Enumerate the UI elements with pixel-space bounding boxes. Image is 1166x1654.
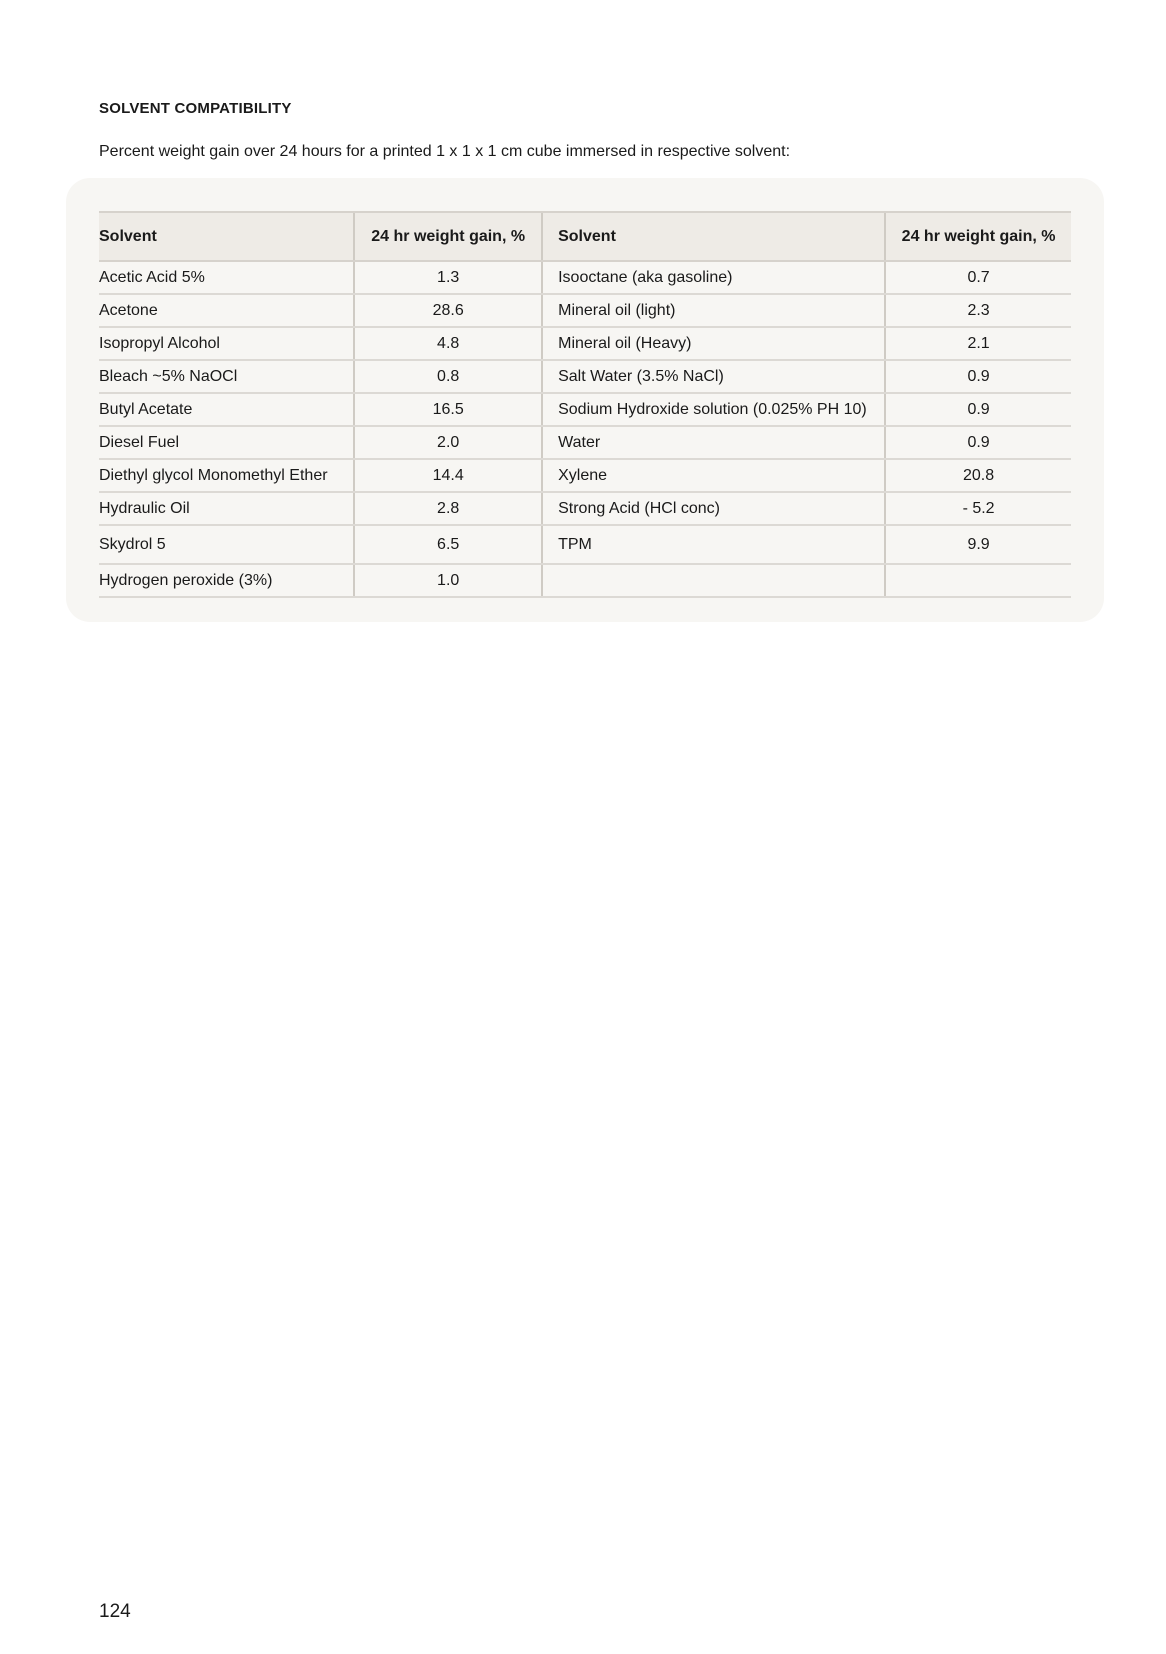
header-weight-gain-2: 24 hr weight gain, %: [885, 212, 1071, 261]
cell-solvent: Mineral oil (light): [542, 294, 885, 327]
cell-weight-gain: 6.5: [354, 525, 542, 564]
header-solvent-1: Solvent: [99, 212, 354, 261]
cell-weight-gain: 20.8: [885, 459, 1071, 492]
table-row: [99, 393, 1071, 426]
cell-weight-gain: 0.7: [885, 261, 1071, 294]
cell-solvent: Diethyl glycol Monomethyl Ether: [99, 459, 354, 492]
table-row: [99, 525, 1071, 564]
cell-weight-gain: 28.6: [354, 294, 542, 327]
cell-weight-gain: 0.9: [885, 426, 1071, 459]
cell-solvent: Butyl Acetate: [99, 393, 354, 426]
cell-solvent: Hydrogen peroxide (3%): [99, 564, 354, 597]
cell-solvent: Acetone: [99, 294, 354, 327]
cell-weight-gain: 1.3: [354, 261, 542, 294]
header-weight-gain-1: 24 hr weight gain, %: [354, 212, 542, 261]
cell-solvent: Sodium Hydroxide solution (0.025% PH 10): [542, 393, 885, 426]
table-row: [99, 492, 1071, 525]
table-row: [99, 327, 1071, 360]
cell-weight-gain: 9.9: [885, 525, 1071, 564]
cell-solvent: Isopropyl Alcohol: [99, 327, 354, 360]
cell-weight-gain: 16.5: [354, 393, 542, 426]
cell-weight-gain: 2.3: [885, 294, 1071, 327]
cell-weight-gain: 14.4: [354, 459, 542, 492]
cell-solvent: Diesel Fuel: [99, 426, 354, 459]
cell-weight-gain: 2.1: [885, 327, 1071, 360]
table-row: [99, 564, 1071, 597]
cell-weight-gain: - 5.2: [885, 492, 1071, 525]
cell-weight-gain: 2.0: [354, 426, 542, 459]
cell-solvent: Hydraulic Oil: [99, 492, 354, 525]
solvent-table: [99, 211, 1071, 598]
cell-solvent: Strong Acid (HCl conc): [542, 492, 885, 525]
table-row: [99, 459, 1071, 492]
cell-weight-gain: 1.0: [354, 564, 542, 597]
cell-weight-gain: [885, 564, 1071, 597]
table-row: [99, 261, 1071, 294]
cell-solvent: Bleach ~5% NaOCl: [99, 360, 354, 393]
table-row: [99, 360, 1071, 393]
cell-weight-gain: 0.9: [885, 360, 1071, 393]
section-title: SOLVENT COMPATIBILITY: [99, 100, 292, 117]
cell-solvent: Isooctane (aka gasoline): [542, 261, 885, 294]
cell-solvent: Water: [542, 426, 885, 459]
table-panel: [66, 178, 1104, 622]
cell-solvent: Skydrol 5: [99, 525, 354, 564]
intro-text: Percent weight gain over 24 hours for a printed 1 x 1 x 1 cm cube immersed in respective solvent:: [99, 143, 791, 160]
cell-weight-gain: 0.9: [885, 393, 1071, 426]
table-header-row: [99, 212, 1071, 261]
cell-weight-gain: 2.8: [354, 492, 542, 525]
cell-solvent: Mineral oil (Heavy): [542, 327, 885, 360]
page-number: 124: [99, 1601, 131, 1622]
cell-solvent: Acetic Acid 5%: [99, 261, 354, 294]
cell-solvent: Salt Water (3.5% NaCl): [542, 360, 885, 393]
cell-solvent: Xylene: [542, 459, 885, 492]
table-row: [99, 294, 1071, 327]
cell-weight-gain: 4.8: [354, 327, 542, 360]
cell-solvent: TPM: [542, 525, 885, 564]
table-row: [99, 426, 1071, 459]
cell-weight-gain: 0.8: [354, 360, 542, 393]
cell-solvent: [542, 564, 885, 597]
header-solvent-2: Solvent: [542, 212, 885, 261]
